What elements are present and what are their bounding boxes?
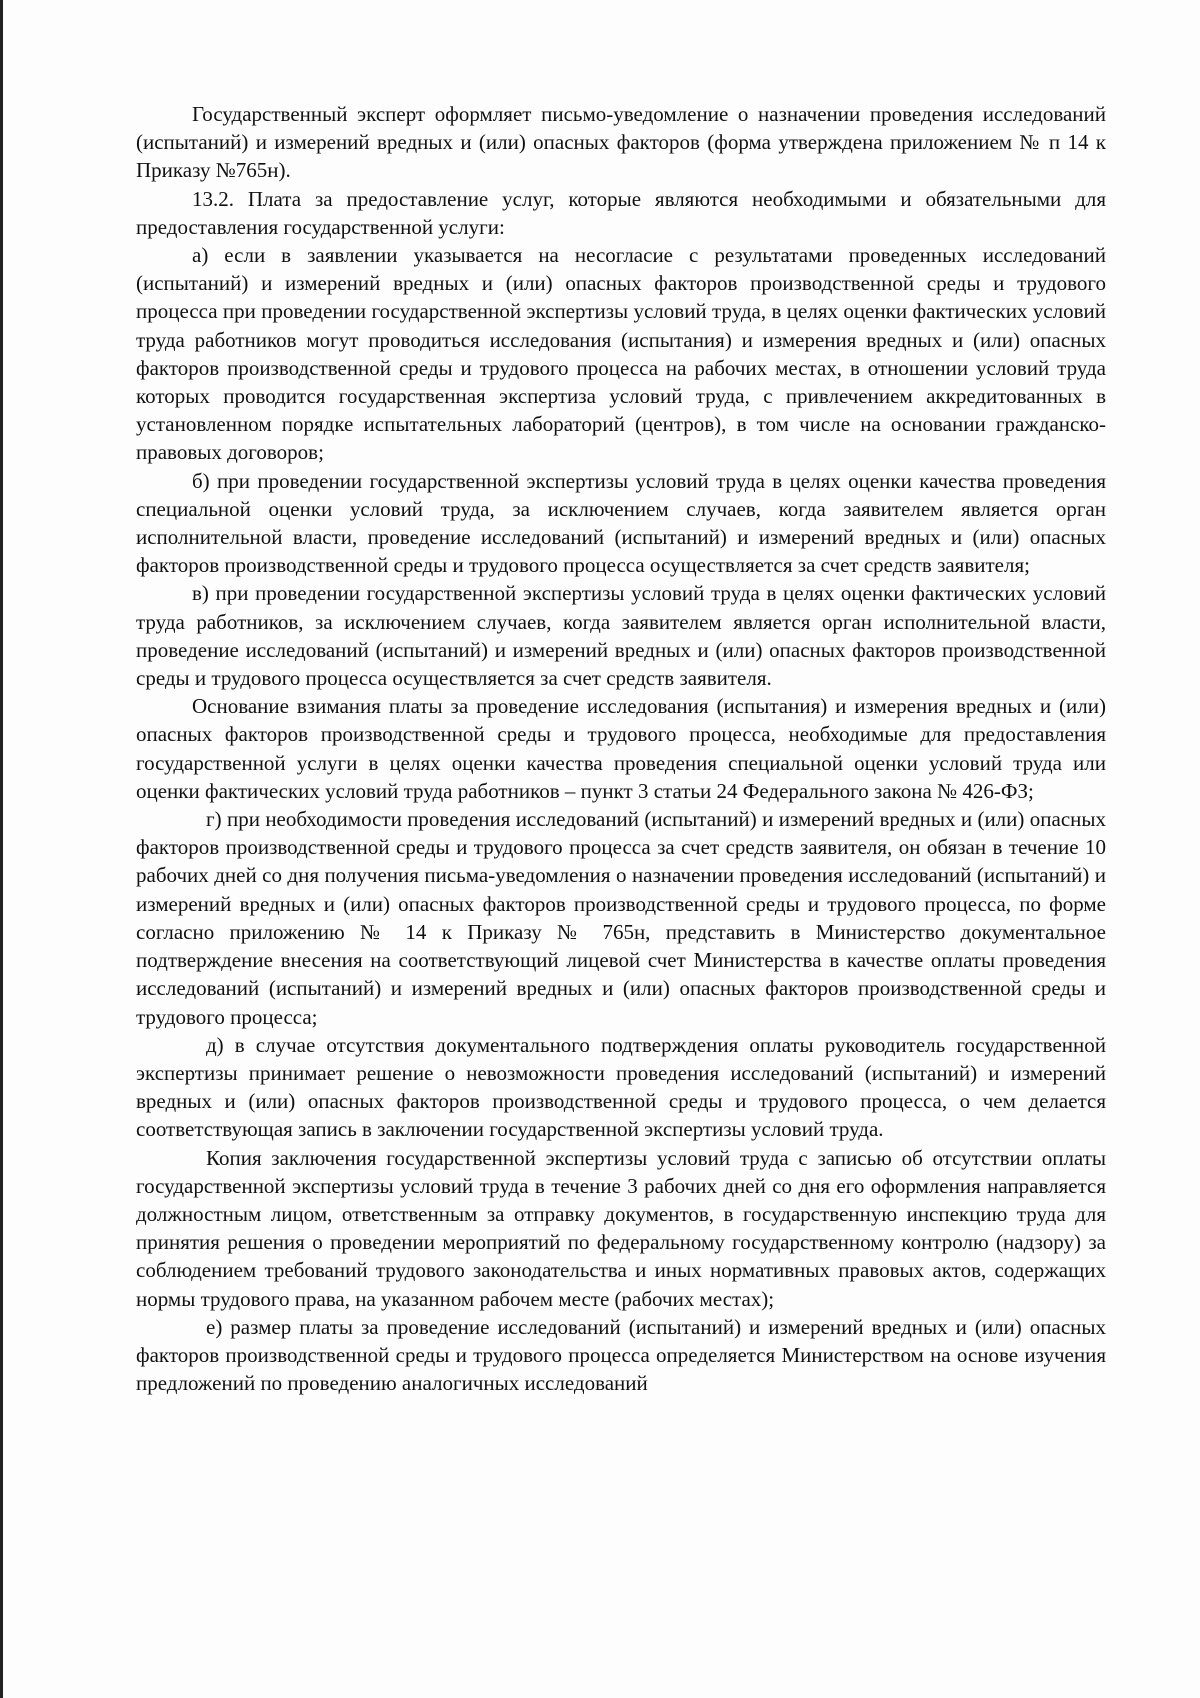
paragraph-fee-basis: Основание взимания платы за проведение исследования (испытания) и измерения вредных и (или) опасных факторов производственной среды и трудового процесса, необходимые для предоставления государственной услуги в целях оценки качества проведения специальной оценки условий труда или оценки фактических условий труда работников – пункт 3 статьи 24 Федерального закона № 426-ФЗ; bbox=[136, 694, 1106, 803]
document-body bbox=[136, 100, 1106, 1397]
paragraph-g: г) при необходимости проведения исследований (испытаний) и измерений вредных и (или) опасных факторов производственной среды и трудового процесса за счет средств заявителя, он обязан в течение 10 рабочих дней со дня получения письма-уведомления о назначении проведения исследований (испытаний) и измерений вредных и (или) опасных факторов производственной среды и трудового процесса, по форме согласно приложению № 14 к Приказу № 765н, представить в Министерство документальное подтверждение внесения на соответствующий лицевой счет Министерства в качестве оплаты проведения исследований (испытаний) и измерений вредных и (или) опасных факторов производственной среды и трудового процесса; bbox=[136, 807, 1106, 1029]
paragraph-e: е) размер платы за проведение исследований (испытаний) и измерений вредных и (или) опасных факторов производственной среды и трудового процесса определяется Министерством на основе изучения предложений по проведению аналогичных исследований bbox=[136, 1314, 1106, 1396]
scan-edge-line bbox=[0, 0, 3, 1698]
paragraph-a: а) если в заявлении указывается на несогласие с результатами проведенных исследований (испытаний) и измерений вредных и (или) опасных факторов производственной среды и трудового процесса при проведении государственной экспертизы условий труда, в целях оценки фактических условий труда работников могут проводиться исследования (испытания) и измерения вредных и (или) опасных факторов производственной среды и трудового процесса на рабочих местах, в отношении условий труда которых проводится государственная экспертиза условий труда, с привлечением аккредитованных в установленном порядке испытательных лабораторий (центров), в том числе на основании гражданско-правовых договоров; bbox=[136, 243, 1106, 465]
paragraph-d: д) в случае отсутствия документального подтверждения оплаты руководитель государственной экспертизы принимает решение о невозможности проведения исследований (испытаний) и измерений вредных и (или) опасных факторов производственной среды и трудового процесса, о чем делается соответствующая запись в заключении государственной экспертизы условий труда. bbox=[136, 1032, 1106, 1142]
paragraph-notice: Государственный эксперт оформляет письмо-уведомление о назначении проведения исследований (испытаний) и измерений вредных и (или) опасных факторов (форма утверждена приложением № п 14 к Приказу №765н). bbox=[136, 102, 1106, 183]
paragraph-v: в) при проведении государственной экспертизы условий труда в целях оценки фактических условий труда работников, за исключением случаев, когда заявителем является орган исполнительной власти, проведение исследований (испытаний) и измерений вредных и (или) опасных факторов производственной среды и трудового процесса осуществляется за счет средств заявителя. bbox=[136, 581, 1106, 691]
paragraph-copy-conclusion: Копия заключения государственной экспертизы условий труда с записью об отсутствии оплаты государственной экспертизы условий труда в течение 3 рабочих дней со дня его оформления направляется должностным лицом, ответственным за отправку документов, в государственную инспекцию труда для принятия решения о проведении мероприятий по федеральному государственному контролю (надзору) за соблюдением требований трудового законодательства и иных нормативных правовых актов, содержащих нормы трудового права, на указанном рабочем месте (рабочих местах); bbox=[136, 1145, 1106, 1311]
paragraph-13-2: 13.2. Плата за предоставление услуг, которые являются необходимыми и обязательными для предоставления государственной услуги: bbox=[136, 186, 1106, 239]
paragraph-b: б) при проведении государственной экспертизы условий труда в целях оценки качества проведения специальной оценки условий труда, за исключением случаев, когда заявителем является орган исполнительной власти, проведение исследований (испытаний) и измерений вредных и (или) опасных факторов производственной среды и трудового процесса осуществляется за счет средств заявителя; bbox=[136, 468, 1106, 578]
